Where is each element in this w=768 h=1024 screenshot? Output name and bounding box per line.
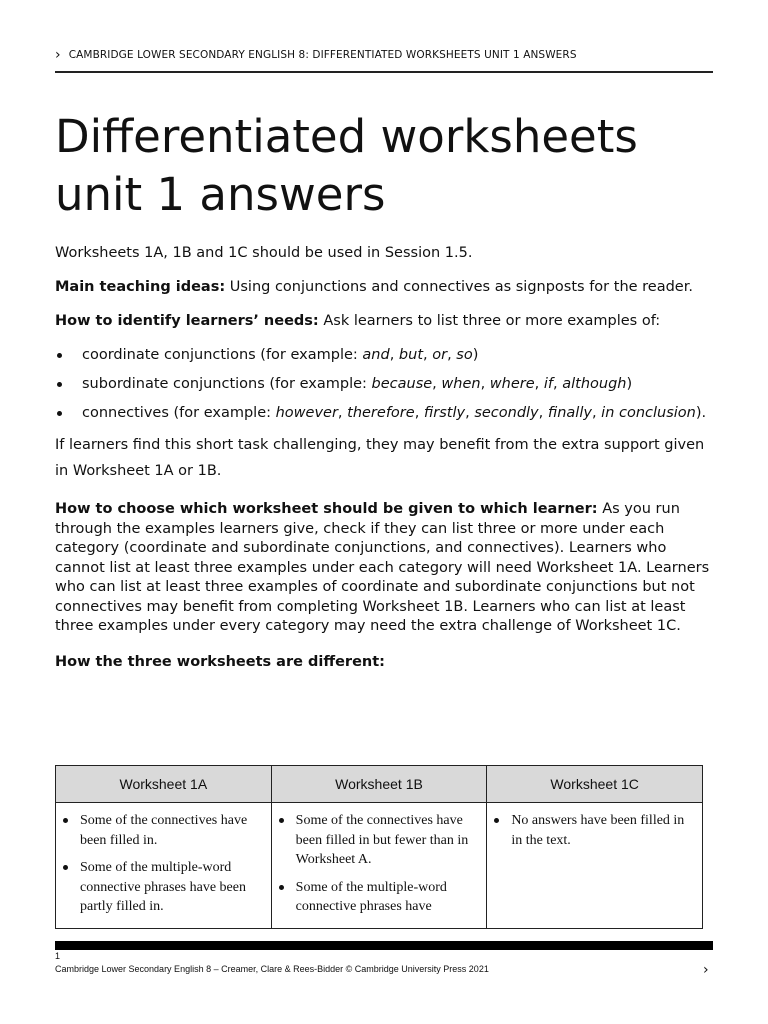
title-line-1: Differentiated worksheets (55, 110, 638, 163)
separator: , (389, 347, 399, 363)
example-word: because (371, 376, 433, 392)
example-word: finally (547, 405, 592, 421)
list-item: Some of the multiple-word connective phrases have (278, 878, 481, 917)
table-heading: How the three worksheets are different: (55, 653, 385, 670)
chevron-right-icon: › (703, 962, 709, 978)
footer-bar (55, 941, 713, 950)
main-content (55, 240, 715, 683)
chevron-right-icon: › (55, 47, 61, 63)
page-number: 1 (55, 951, 61, 961)
separator: , (538, 405, 548, 421)
running-header (55, 48, 713, 62)
cell-list (62, 811, 265, 917)
learners-needs-text: Ask learners to list three or more examples of: (318, 313, 661, 329)
item-text: coordinate conjunctions (for example: (82, 347, 363, 363)
table-row (56, 803, 703, 929)
example-word: firstly (423, 405, 466, 421)
choose-worksheet-label: How to choose which worksheet should be given to which learner: (55, 501, 598, 517)
page-title (55, 108, 715, 224)
example-word: or (432, 347, 448, 363)
list-item-connectives (55, 400, 715, 426)
main-teaching-ideas (55, 274, 715, 300)
separator: , (534, 376, 544, 392)
learners-needs (55, 308, 715, 334)
separator: , (414, 405, 424, 421)
separator: , (447, 347, 457, 363)
separator: , (465, 405, 475, 421)
header-worksheet-1b: Worksheet 1B (271, 766, 487, 803)
example-word: therefore (347, 405, 415, 421)
footer-copyright: Cambridge Lower Secondary English 8 – Creamer, Clare & Rees-Bidder © Cambridge University Press 2021 (55, 964, 489, 974)
example-word: but (398, 347, 424, 363)
example-word: so (456, 347, 473, 363)
list-item-subordinate (55, 371, 715, 397)
example-word: and (362, 347, 390, 363)
item-text: subordinate conjunctions (for example: (82, 376, 372, 392)
intro-paragraph: Worksheets 1A, 1B and 1C should be used in Session 1.5. (55, 245, 473, 261)
separator: , (432, 376, 442, 392)
worksheet-comparison-table (55, 765, 703, 929)
example-word: although (562, 376, 627, 392)
list-item-coordinate (55, 342, 715, 368)
list-item: No answers have been filled in in the text. (493, 811, 696, 850)
item-text: ) (472, 347, 479, 363)
example-word: in conclusion (601, 405, 696, 421)
challenge-paragraph: If learners find this short task challenging, they may benefit from the extra support given in Worksheet 1A or 1B. (55, 437, 705, 479)
learners-needs-label: How to identify learners’ needs: (55, 313, 319, 329)
separator: , (337, 405, 348, 421)
example-word: when (441, 376, 481, 392)
table-header-row (56, 766, 703, 803)
separator: , (553, 376, 563, 392)
item-text: ). (695, 405, 707, 421)
header-divider (55, 71, 713, 73)
cell-list (493, 811, 696, 850)
list-item: Some of the multiple-word connective phrases have been partly filled in. (62, 858, 265, 917)
choose-worksheet-text: As you run through the examples learners give, check if they can list three or more under each category (coordinate and subordinate conjunctions, and connectives). Learners who cannot list at least three examples under each category will need Worksheet 1A. Learners who can list at least three examples of coordinate and subordinate conjunctions but not connectives may benefit from completing Worksheet 1B. Learners who can list at least three examples under every category may need the extra challenge of Worksheet 1C. (55, 501, 710, 634)
header-worksheet-1a: Worksheet 1A (56, 766, 272, 803)
header-worksheet-1c: Worksheet 1C (487, 766, 703, 803)
cell-worksheet-1c (487, 803, 703, 929)
example-word: secondly (474, 405, 539, 421)
example-word: however (275, 405, 338, 421)
example-word: where (489, 376, 535, 392)
main-teaching-ideas-label: Main teaching ideas: (55, 279, 226, 295)
separator: , (591, 405, 602, 421)
choose-worksheet-paragraph (55, 500, 715, 637)
separator: , (480, 376, 490, 392)
example-word: if (543, 376, 553, 392)
item-text: connectives (for example: (82, 405, 276, 421)
item-text: ) (626, 376, 633, 392)
separator: , (423, 347, 433, 363)
running-header-text: CAMBRIDGE LOWER SECONDARY ENGLISH 8: DIFFERENTIATED WORKSHEETS UNIT 1 ANSWERS (68, 49, 577, 61)
cell-worksheet-1a (56, 803, 272, 929)
cell-list (278, 811, 481, 917)
cell-worksheet-1b (271, 803, 487, 929)
list-item: Some of the connectives have been filled in but fewer than in Worksheet A. (278, 811, 481, 870)
title-line-2: unit 1 answers (55, 168, 386, 221)
main-teaching-ideas-text: Using conjunctions and connectives as signposts for the reader. (225, 279, 693, 295)
examples-list (55, 342, 715, 426)
list-item: Some of the connectives have been filled in. (62, 811, 265, 850)
